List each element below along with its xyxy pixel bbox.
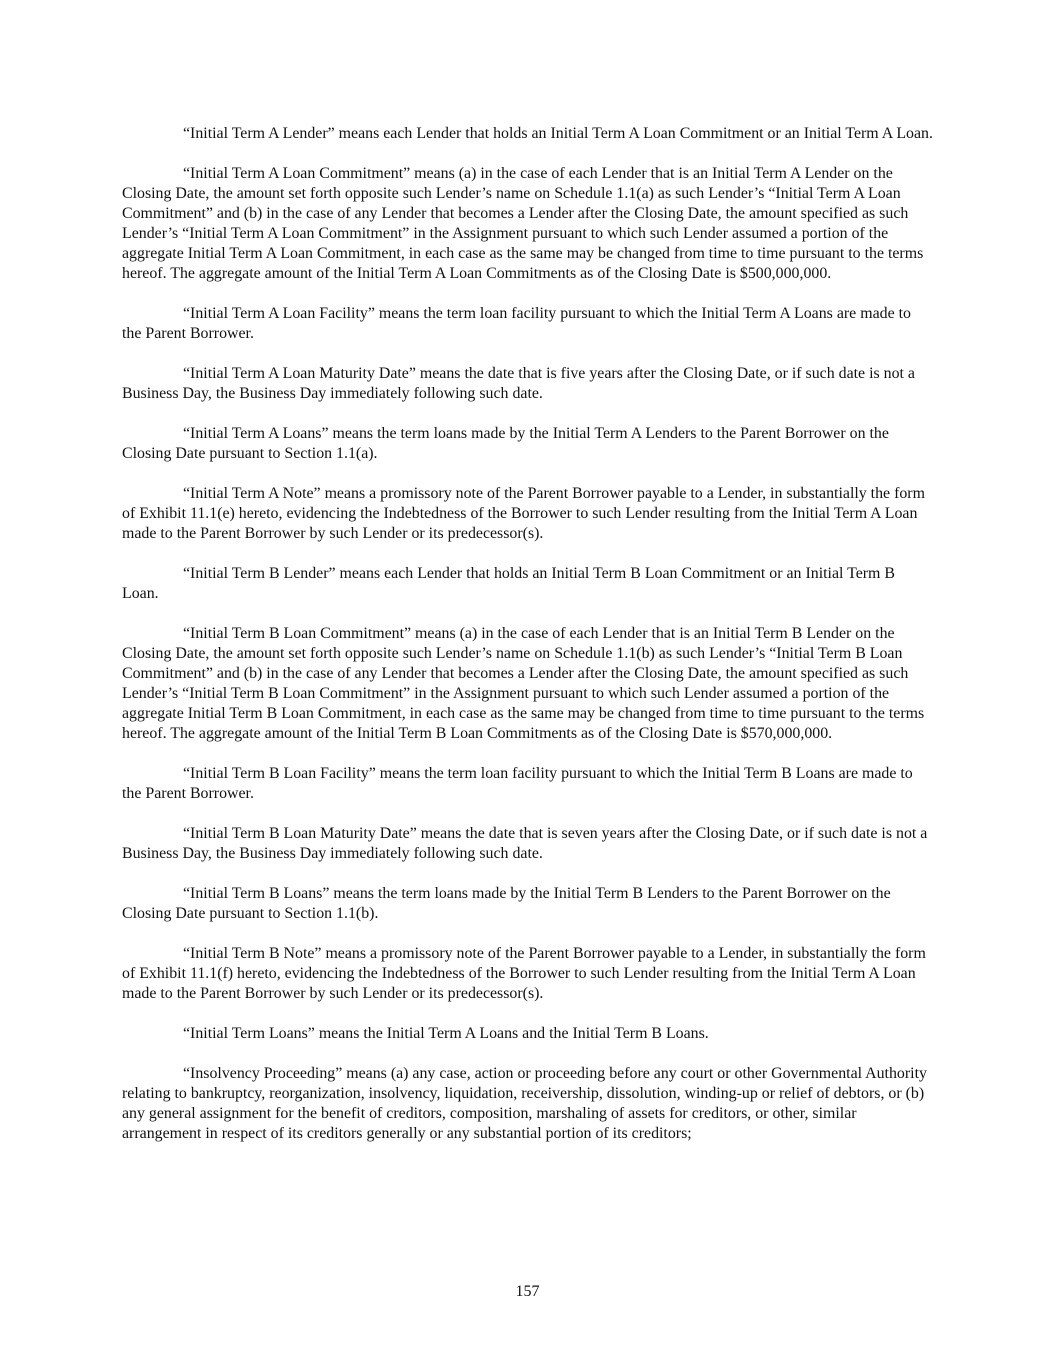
definition-initial-term-b-lender: “Initial Term B Lender” means each Lender that holds an Initial Term B Loan Commitment or an Initial Term B Loan. xyxy=(122,565,895,602)
definition-initial-term-a-loans: “Initial Term A Loans” means the term loans made by the Initial Term A Lenders to the Parent Borrower on the Closing Date pursuant to Section 1.1(a). xyxy=(122,425,889,462)
definition-initial-term-b-loan-facility: “Initial Term B Loan Facility” means the term loan facility pursuant to which the Initial Term B Loans are made to the Parent Borrower. xyxy=(122,765,913,802)
definition-initial-term-a-loan-commitment: “Initial Term A Loan Commitment” means (a) in the case of each Lender that is an Initial Term A Lender on the Closing Date, the amount set forth opposite such Lender’s name on Schedule 1.1(a) as such Lender’s “Initial Term A Loan Commitment” and (b) in the case of any Lender that becomes a Lender after the Closing Date, the amount specified as such Lender’s “Initial Term A Loan Commitment” in the Assignment pursuant to which such Lender assumed a portion of the aggregate Initial Term A Loan Commitment, in each case as the same may be changed from time to time pursuant to the terms hereof. The aggregate amount of the Initial Term A Loan Commitments as of the Closing Date is $500,000,000. xyxy=(122,165,924,282)
definition-initial-term-a-note: “Initial Term A Note” means a promissory note of the Parent Borrower payable to a Lender, in substantially the form of Exhibit 11.1(e) hereto, evidencing the Indebtedness of the Borrower to such Lender resulting from the Initial Term A Loan made to the Parent Borrower by such Lender or its predecessor(s). xyxy=(122,485,925,542)
definition-initial-term-b-loan-commitment: “Initial Term B Loan Commitment” means (a) in the case of each Lender that is an Initial Term B Lender on the Closing Date, the amount set forth opposite such Lender’s name on Schedule 1.1(b) as such Lender’s “Initial Term B Loan Commitment” and (b) in the case of any Lender that becomes a Lender after the Closing Date, the amount specified as such Lender’s “Initial Term B Loan Commitment” in the Assignment pursuant to which such Lender assumed a portion of the aggregate Initial Term B Loan Commitment, in each case as the same may be changed from time to time pursuant to the terms hereof. The aggregate amount of the Initial Term B Loan Commitments as of the Closing Date is $570,000,000. xyxy=(122,625,925,742)
definition-initial-term-a-loan-maturity-date: “Initial Term A Loan Maturity Date” means the date that is five years after the Closing Date, or if such date is not a Business Day, the Business Day immediately following such date. xyxy=(122,365,915,402)
definition-initial-term-b-loan-maturity-date: “Initial Term B Loan Maturity Date” means the date that is seven years after the Closing Date, or if such date is not a Business Day, the Business Day immediately following such date. xyxy=(122,825,928,862)
definition-initial-term-b-loans: “Initial Term B Loans” means the term loans made by the Initial Term B Lenders to the Parent Borrower on the Closing Date pursuant to Section 1.1(b). xyxy=(122,885,891,922)
definition-initial-term-b-note: “Initial Term B Note” means a promissory note of the Parent Borrower payable to a Lender, in substantially the form of Exhibit 11.1(f) hereto, evidencing the Indebtedness of the Borrower to such Lender resulting from the Initial Term A Loan made to the Parent Borrower by such Lender or its predecessor(s). xyxy=(122,945,926,1002)
page-number: 157 xyxy=(515,1283,540,1300)
document-body xyxy=(122,124,934,1164)
definition-insolvency-proceeding: “Insolvency Proceeding” means (a) any case, action or proceeding before any court or other Governmental Authority relating to bankruptcy, reorganization, insolvency, liquidation, receivership, dissolution, winding-up or relief of debtors, or (b) any general assignment for the benefit of creditors, composition, marshaling of assets for creditors, or other, similar arrangement in respect of its creditors generally or any substantial portion of its creditors; xyxy=(122,1065,927,1142)
definition-initial-term-a-lender: “Initial Term A Lender” means each Lender that holds an Initial Term A Loan Commitment or an Initial Term A Loan. xyxy=(183,125,933,142)
definition-initial-term-loans: “Initial Term Loans” means the Initial Term A Loans and the Initial Term B Loans. xyxy=(183,1025,709,1042)
definition-initial-term-a-loan-facility: “Initial Term A Loan Facility” means the term loan facility pursuant to which the Initial Term A Loans are made to the Parent Borrower. xyxy=(122,305,911,342)
